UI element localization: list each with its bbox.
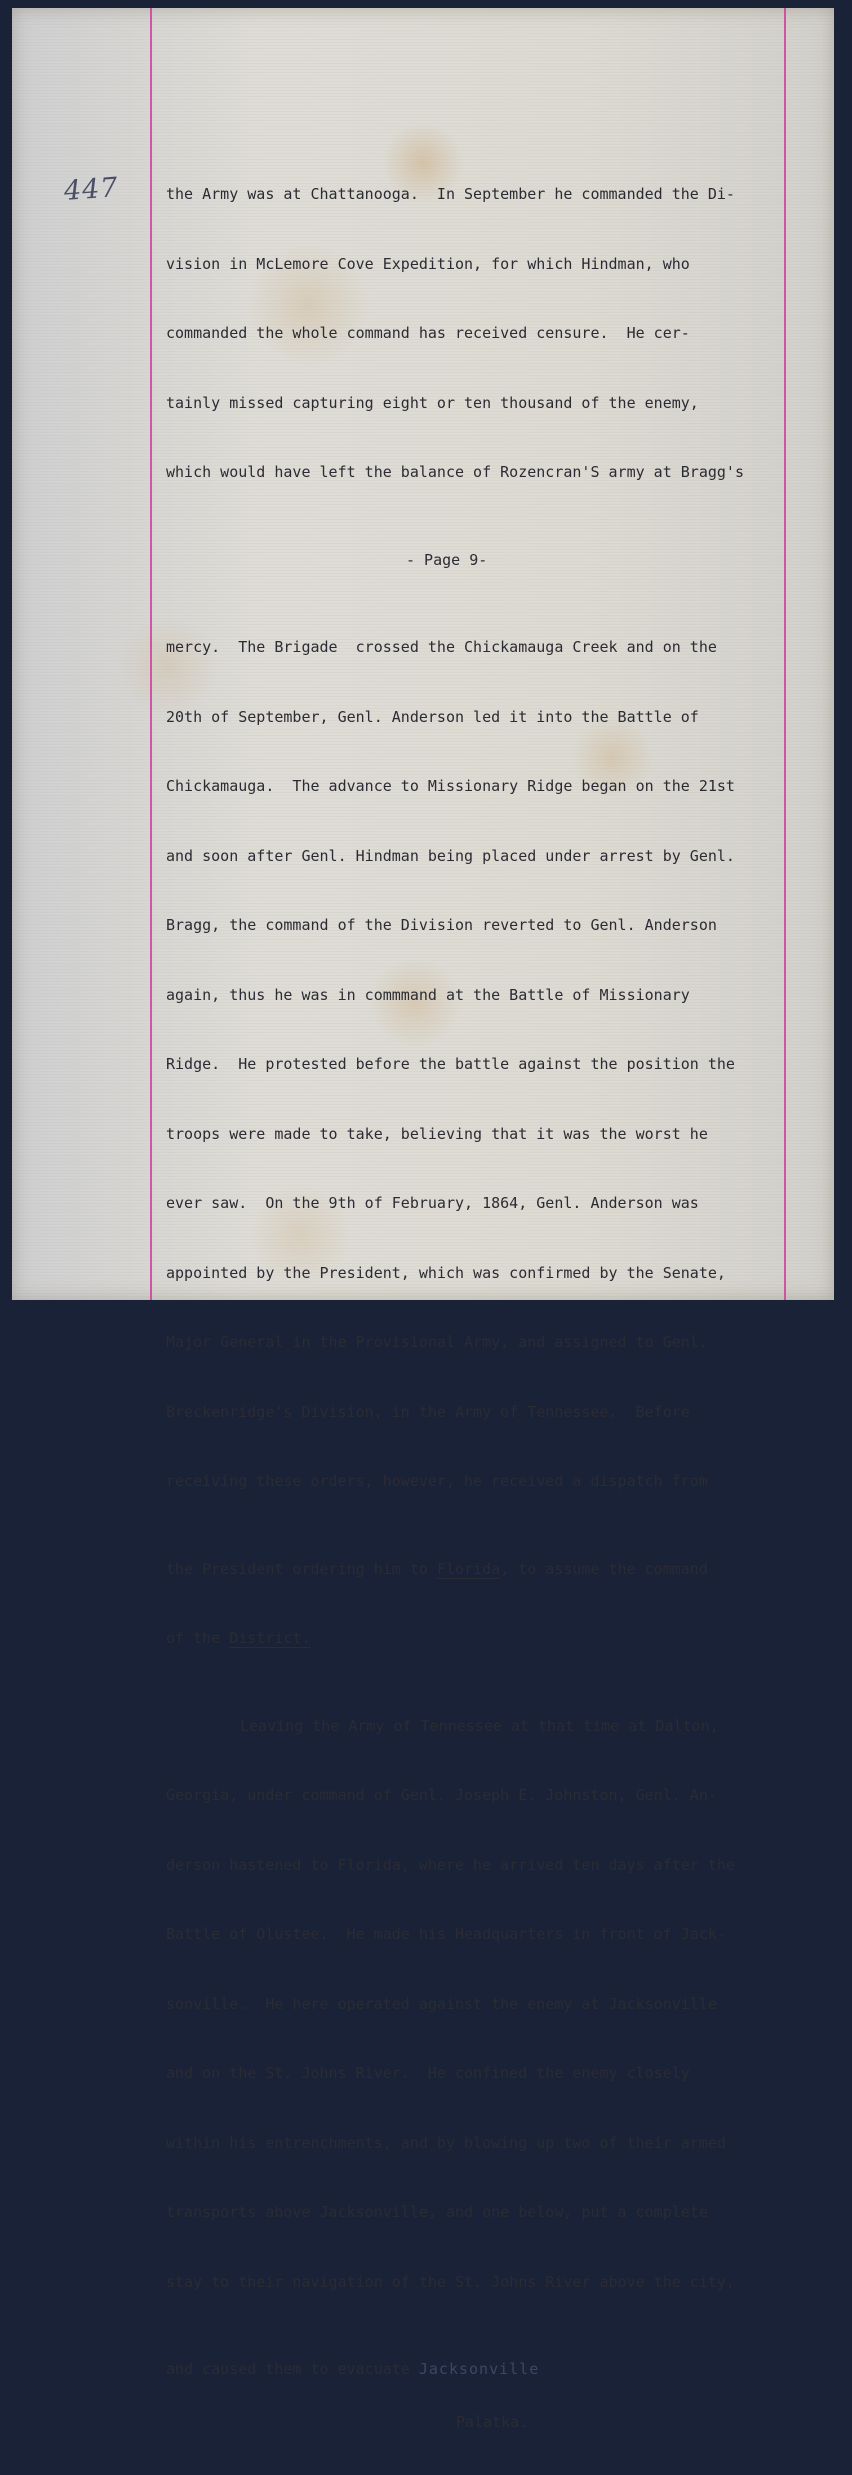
text-line: commanded the whole command has received censure. He cer- [166,324,690,342]
text-line: transports above Jacksonville, and one below, put a complete [166,2203,708,2221]
erased-word: Jacksonville [418,2360,540,2378]
text-line-district [166,1622,816,1656]
page-body-text [166,142,816,2475]
text-line: derson hastened to Florida, where he arrived ten days after the [166,1855,735,1874]
text-line: Bragg, the command of the Division reverted to Genl. Anderson [166,916,717,934]
text-line: and soon after Genl. Hindman being placed under arrest by Genl. [166,846,735,865]
page-marker: - Page 9- [406,550,488,569]
text-line: which would have left the balance of Rozencran'S army at Bragg's [166,463,744,481]
text-line: Battle of Olustee. He made his Headquarters in front of Jack- [166,1925,726,1943]
text-segment: of the [166,1629,230,1647]
underlined-district: District. [229,1629,311,1647]
text-line: the Army was at Chattanooga. In September he commanded the Di- [166,185,735,203]
text-line: again, thus he was in commmand at the Battle of Missionary [166,985,690,1004]
paragraph-start-line: Leaving the Army of Tennessee at that time at Dalton, [240,1716,719,1735]
text-segment: the President ordering him to [166,1559,437,1578]
text-segment: , to assume the command [500,1559,708,1578]
inserted-word: Palatka. [456,2412,529,2431]
text-line: sonville. He here operated against the enemy at Jacksonville [166,1994,717,2013]
text-line: troops were made to take, believing that it was the worst he [166,1124,708,1143]
text-line: Chickamauga. The advance to Missionary Ridge began on the 21st [166,777,735,795]
text-line: tainly missed capturing eight or ten thousand of the enemy, [166,393,699,412]
text-line: Georgia, under command of Genl. Joseph E. Johnston, Genl. An- [166,1786,717,1804]
left-margin-rule [150,8,152,1300]
text-line: receiving these orders, however, he received a dispatch from [166,1472,708,1490]
text-line: vision in McLemore Cove Expedition, for which Hindman, who [166,254,690,273]
text-line: ever saw. On the 9th of February, 1864, Genl. Anderson was [166,1194,699,1212]
text-line: 20th of September, Genl. Anderson led it into the Battle of [166,707,699,726]
text-line: Breckenridge's Division, in the Army of Tennessee. Before [166,1402,690,1421]
text-line-florida [166,1553,816,1587]
final-text-line [166,2353,816,2387]
text-line: appointed by the President, which was confirmed by the Senate, [166,1263,726,1282]
text-segment: and caused them to evacuate [166,2360,410,2378]
text-line: Major General in the Provisional Army, and assigned to Genl. [166,1333,708,1351]
text-line: within his entrenchments, and by blowing up two of their armed [166,2133,726,2152]
inserted-word-line [166,2406,816,2440]
text-line: mercy. The Brigade crossed the Chickamauga Creek and on the [166,638,717,656]
text-line: stay to their navigation of the St. Johns River above the city, [166,2272,735,2291]
text-line: and on the St. Johns River. He confined the enemy closely [166,2064,690,2082]
handwritten-folio-number: 447 [62,172,120,207]
text-line: Ridge. He protested before the battle against the position the [166,1055,735,1073]
underlined-florida: Florida [436,1559,501,1578]
